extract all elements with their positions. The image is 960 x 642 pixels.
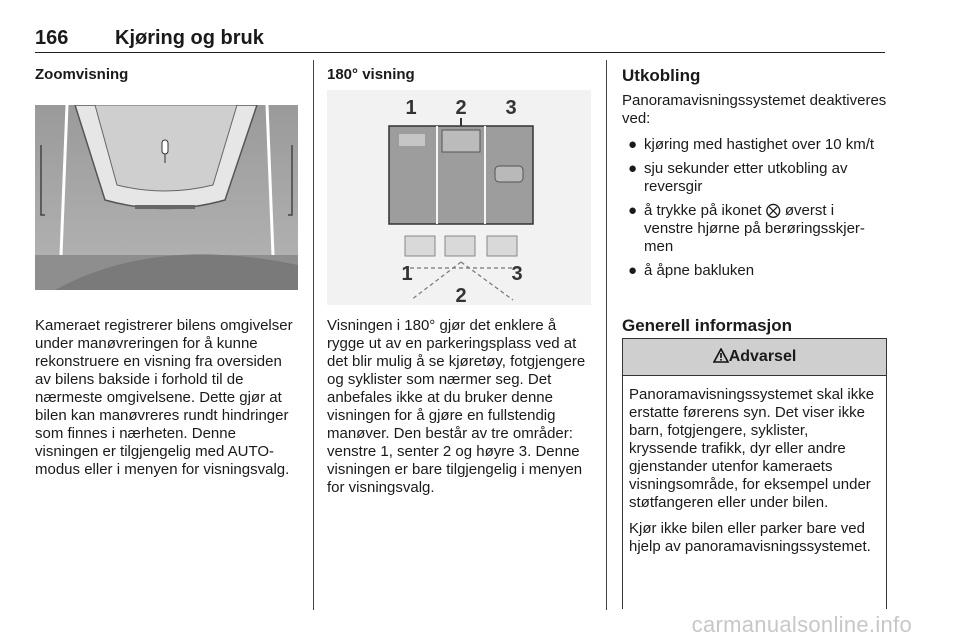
warning-paragraph-1: Panoramavisningssystemet skal ikke erstatte førerens syn. Det viser ikke barn, fotgjengere, syklister, kryssende trafikk, dyr eller andre gjenstander utenfor kameraets visningsområde, for eksempel under støtfangeren eller under bilen. [629,386,875,511]
section-heading-general-info: Generell informasjon [622,316,793,335]
list-item: ● å trykke på ikonet ⨂ øverst i venstre hjørne på berøringsskjermen [628,202,865,255]
bullet-icon: ● [628,160,638,177]
header-rule [35,52,885,53]
figure-label-center-lower: 2 [455,285,467,305]
warning-box [622,338,887,609]
warning-title: Advarsel [728,348,797,365]
list-item: ● å åpne bakluken [628,262,755,279]
deactivation-intro: Panoramavisningssystemet deaktiveres ved: [622,92,887,127]
warning-paragraph-2: Kjør ikke bilen eller parker bare ved hjelp av panoramavisningssystemet. [629,520,871,555]
section-heading-180: 180° visning [327,66,415,83]
figure-label-center: 2 [455,97,467,119]
watermark: carmanualsonline.info [691,612,912,637]
warning-triangle-icon [713,348,729,363]
column-divider-1 [313,60,314,610]
figure-label-right: 3 [505,97,517,119]
figure-label-right-lower: 3 [511,263,523,285]
chapter-title: Kjøring og bruk [115,27,264,49]
column-zoom-view [35,60,298,478]
page-header [35,27,885,53]
column-divider-2 [606,60,607,610]
page-number: 166 [35,27,69,49]
column-deactivation [622,60,887,555]
view-180-paragraph: Visningen i 180° gjør det enklere å rygge ut av en parkeringsplass ved at det blir mulig å se kjøretøy, fotgjengere og syklister som nærmer seg. Det anbefales ikke at du bruker denne visningen for å gjøre en fullstendig manøver. Den består av tre områder: venstre 1, senter 2 og høyre 3. Denne visningen er bare tilgjengelig i menyen for visningsvalg. [327,317,586,496]
figure-label-left: 1 [405,97,417,119]
bullet-icon: ● [628,136,638,153]
list-item: ● sju sekunder etter utkobling av reversgir [628,160,848,195]
bullet-icon: ● [628,202,638,219]
zoom-view-illustration [35,105,298,290]
deactivation-list [622,136,887,280]
column-180-view [327,60,591,496]
zoom-view-paragraph: Kameraet registrerer bilens omgivelser under manøvreringen for å kunne rekonstruere en visning fra oversiden av bilens bakside i forhold til de nærmeste omgivelsene. Dette gjør at bilen kan manøvreres rundt hindringer som finnes i nærheten. Denne visningen er tilgjengelig med AUTO-modus eller i menyen for visningsvalg. [35,317,293,478]
list-item: ● kjøring med hastighet over 10 km/t [628,136,875,153]
section-heading-utkobling: Utkobling [622,66,701,85]
view-180-illustration [327,90,591,305]
warning-header [623,339,886,376]
bullet-icon: ● [628,262,638,279]
figure-label-left-lower: 1 [401,263,413,285]
section-heading-zoom: Zoomvisning [35,66,129,83]
